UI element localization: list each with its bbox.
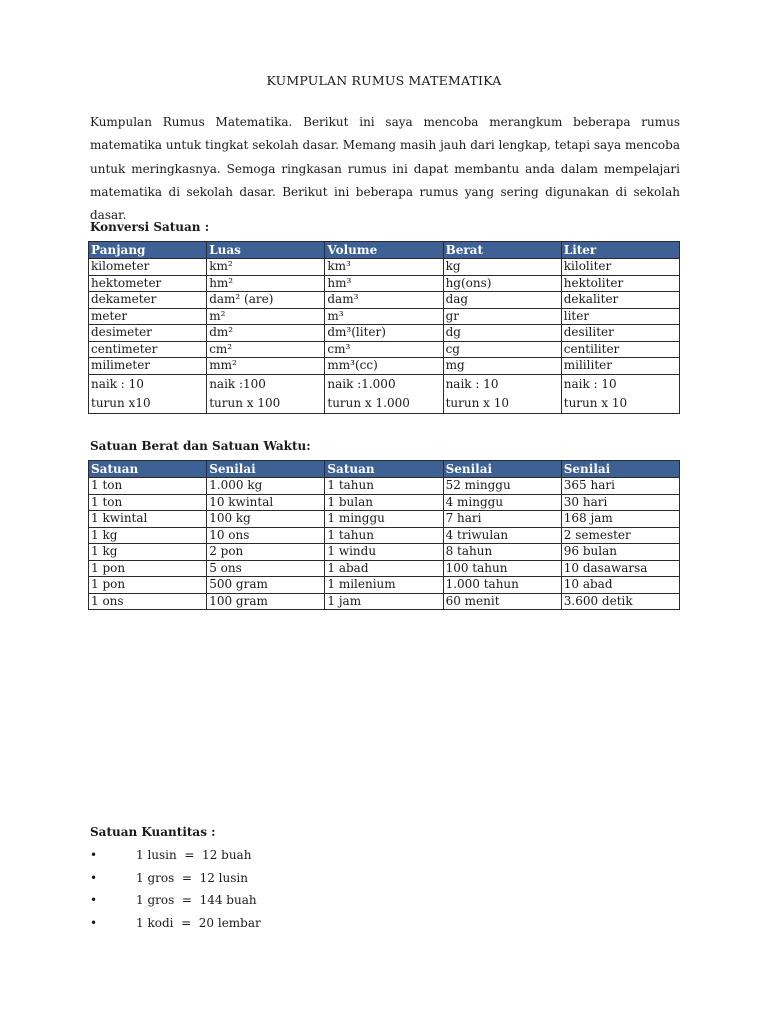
- table-cell: liter: [561, 308, 679, 325]
- table-cell: desiliter: [561, 325, 679, 342]
- table-cell: 100 kg: [207, 511, 325, 528]
- document-title: KUMPULAN RUMUS MATEMATIKA: [266, 73, 502, 88]
- table-row: [89, 544, 680, 561]
- table-cell: hg(ons): [443, 275, 561, 292]
- table-cell: dg: [443, 325, 561, 342]
- table-cell: dekameter: [89, 292, 207, 309]
- table-cell: mililiter: [561, 358, 679, 375]
- table-cell: 1 abad: [325, 560, 443, 577]
- turun-label: turun x 1.000: [327, 395, 410, 410]
- naik-label: naik : 10: [91, 376, 144, 391]
- table-cell: 1 ton: [89, 478, 207, 495]
- list-item-text: 1 gros = 12 lusin: [136, 870, 248, 885]
- naik-label: naik :100: [209, 376, 266, 391]
- column-header: Senilai: [207, 461, 325, 478]
- table-cell: 1.000 tahun: [443, 577, 561, 594]
- bullet-icon: •: [90, 916, 98, 931]
- table-cell: 1 pon: [89, 577, 207, 594]
- table-row: [89, 478, 680, 495]
- table-cell: [89, 374, 207, 413]
- table-row: [89, 527, 680, 544]
- table-cell: mg: [443, 358, 561, 375]
- table-header-row: [89, 242, 680, 259]
- table-row: [89, 325, 680, 342]
- table-cell: 1 ton: [89, 494, 207, 511]
- table-row: [89, 577, 680, 594]
- table-cell: 168 jam: [561, 511, 679, 528]
- turun-label: turun x10: [91, 395, 151, 410]
- berat-waktu-heading: Satuan Berat dan Satuan Waktu:: [90, 439, 311, 453]
- table-row: [89, 494, 680, 511]
- table-cell: 5 ons: [207, 560, 325, 577]
- table-cell: 1.000 kg: [207, 478, 325, 495]
- table-cell: hektoliter: [561, 275, 679, 292]
- table-cell: hm²: [207, 275, 325, 292]
- table-cell: 1 ons: [89, 593, 207, 610]
- table-cell: 30 hari: [561, 494, 679, 511]
- table-cell: 1 kwintal: [89, 511, 207, 528]
- table-cell: gr: [443, 308, 561, 325]
- column-header: Volume: [325, 242, 443, 259]
- table-cell: [561, 374, 679, 413]
- table-cell: [207, 374, 325, 413]
- table-cell: 2 pon: [207, 544, 325, 561]
- table-row: [89, 341, 680, 358]
- table-cell: cm²: [207, 341, 325, 358]
- naik-label: naik :1.000: [327, 376, 396, 391]
- table-cell: 1 milenium: [325, 577, 443, 594]
- table-cell: dam³: [325, 292, 443, 309]
- table-cell: dm²: [207, 325, 325, 342]
- table-cell: 1 windu: [325, 544, 443, 561]
- table-cell: mm³(cc): [325, 358, 443, 375]
- table-cell: 1 tahun: [325, 527, 443, 544]
- table-cell: 2 semester: [561, 527, 679, 544]
- berat-waktu-table: [88, 460, 680, 610]
- table-row: [89, 511, 680, 528]
- table-cell: mm²: [207, 358, 325, 375]
- table-cell: 500 gram: [207, 577, 325, 594]
- konversi-table: [88, 241, 680, 414]
- table-cell: 1 minggu: [325, 511, 443, 528]
- table-cell: dm³(liter): [325, 325, 443, 342]
- column-header: Satuan: [89, 461, 207, 478]
- column-header: Luas: [207, 242, 325, 259]
- table-row: [89, 560, 680, 577]
- bullet-icon: •: [90, 870, 98, 885]
- table-row: [89, 292, 680, 309]
- table-cell: 1 bulan: [325, 494, 443, 511]
- table-cell: kiloliter: [561, 259, 679, 276]
- table-cell: 365 hari: [561, 478, 679, 495]
- table-cell: dam² (are): [207, 292, 325, 309]
- table-cell: 10 dasawarsa: [561, 560, 679, 577]
- list-item-text: 1 lusin = 12 buah: [136, 848, 252, 862]
- list-item-text: 1 kodi = 20 lembar: [136, 916, 261, 931]
- column-header: Senilai: [443, 461, 561, 478]
- table-cell: 100 gram: [207, 593, 325, 610]
- table-cell: 3.600 detik: [561, 593, 679, 610]
- table-cell: cm³: [325, 341, 443, 358]
- column-header: Senilai: [561, 461, 679, 478]
- naik-label: naik : 10: [563, 376, 617, 391]
- table-cell: 60 menit: [443, 593, 561, 610]
- column-header: Satuan: [325, 461, 443, 478]
- table-cell: kg: [443, 259, 561, 276]
- table-cell: [325, 374, 443, 413]
- table-cell: hektometer: [89, 275, 207, 292]
- table-row: [89, 259, 680, 276]
- table-cell: 4 minggu: [443, 494, 561, 511]
- column-header: Liter: [561, 242, 679, 259]
- table-row-naik-turun: [89, 374, 680, 413]
- table-row: [89, 593, 680, 610]
- table-row: [89, 275, 680, 292]
- table-cell: m²: [207, 308, 325, 325]
- table-cell: desimeter: [89, 325, 207, 342]
- column-header: Panjang: [89, 242, 207, 259]
- table-cell: 96 bulan: [561, 544, 679, 561]
- table-cell: dag: [443, 292, 561, 309]
- intro-paragraph: Kumpulan Rumus Matematika. Berikut ini saya mencoba merangkum beberapa rumus matematika untuk tingkat sekolah dasar. Memang masih jauh dari lengkap, tetapi saya mencoba untuk meringkasnya. Semoga ringkasan rumus ini dapat membantu anda dalam mempelajari matematika di sekolah dasar. Berikut ini beberapa rumus yang sering digunakan di sekolah dasar.: [90, 115, 680, 223]
- table-cell: km³: [325, 259, 443, 276]
- table-cell: cg: [443, 341, 561, 358]
- turun-label: turun x 100: [209, 395, 281, 410]
- table-cell: 1 pon: [89, 560, 207, 577]
- table-cell: 7 hari: [443, 511, 561, 528]
- table-cell: milimeter: [89, 358, 207, 375]
- table-cell: kilometer: [89, 259, 207, 276]
- table-cell: m³: [325, 308, 443, 325]
- table-cell: 1 kg: [89, 527, 207, 544]
- table-cell: 10 ons: [207, 527, 325, 544]
- table-cell: km²: [207, 259, 325, 276]
- table-cell: meter: [89, 308, 207, 325]
- table-row: [89, 358, 680, 375]
- table-cell: 10 kwintal: [207, 494, 325, 511]
- table-header-row: [89, 461, 680, 478]
- naik-label: naik : 10: [445, 376, 499, 391]
- table-cell: 52 minggu: [443, 478, 561, 495]
- table-cell: 100 tahun: [443, 560, 561, 577]
- table-cell: 10 abad: [561, 577, 679, 594]
- turun-label: turun x 10: [445, 395, 509, 410]
- konversi-heading: Konversi Satuan :: [90, 220, 210, 234]
- table-row: [89, 308, 680, 325]
- table-cell: centimeter: [89, 341, 207, 358]
- bullet-icon: •: [90, 848, 98, 862]
- table-cell: centiliter: [561, 341, 679, 358]
- table-cell: dekaliter: [561, 292, 679, 309]
- turun-label: turun x 10: [563, 395, 628, 410]
- kuantitas-heading: Satuan Kuantitas :: [90, 825, 216, 839]
- table-cell: [443, 374, 561, 413]
- table-cell: 8 tahun: [443, 544, 561, 561]
- bullet-icon: •: [90, 893, 98, 908]
- column-header: Berat: [443, 242, 561, 259]
- table-cell: 1 kg: [89, 544, 207, 561]
- list-item-text: 1 gros = 144 buah: [136, 893, 257, 908]
- table-cell: 1 tahun: [325, 478, 443, 495]
- table-cell: hm³: [325, 275, 443, 292]
- table-cell: 4 triwulan: [443, 527, 561, 544]
- table-cell: 1 jam: [325, 593, 443, 610]
